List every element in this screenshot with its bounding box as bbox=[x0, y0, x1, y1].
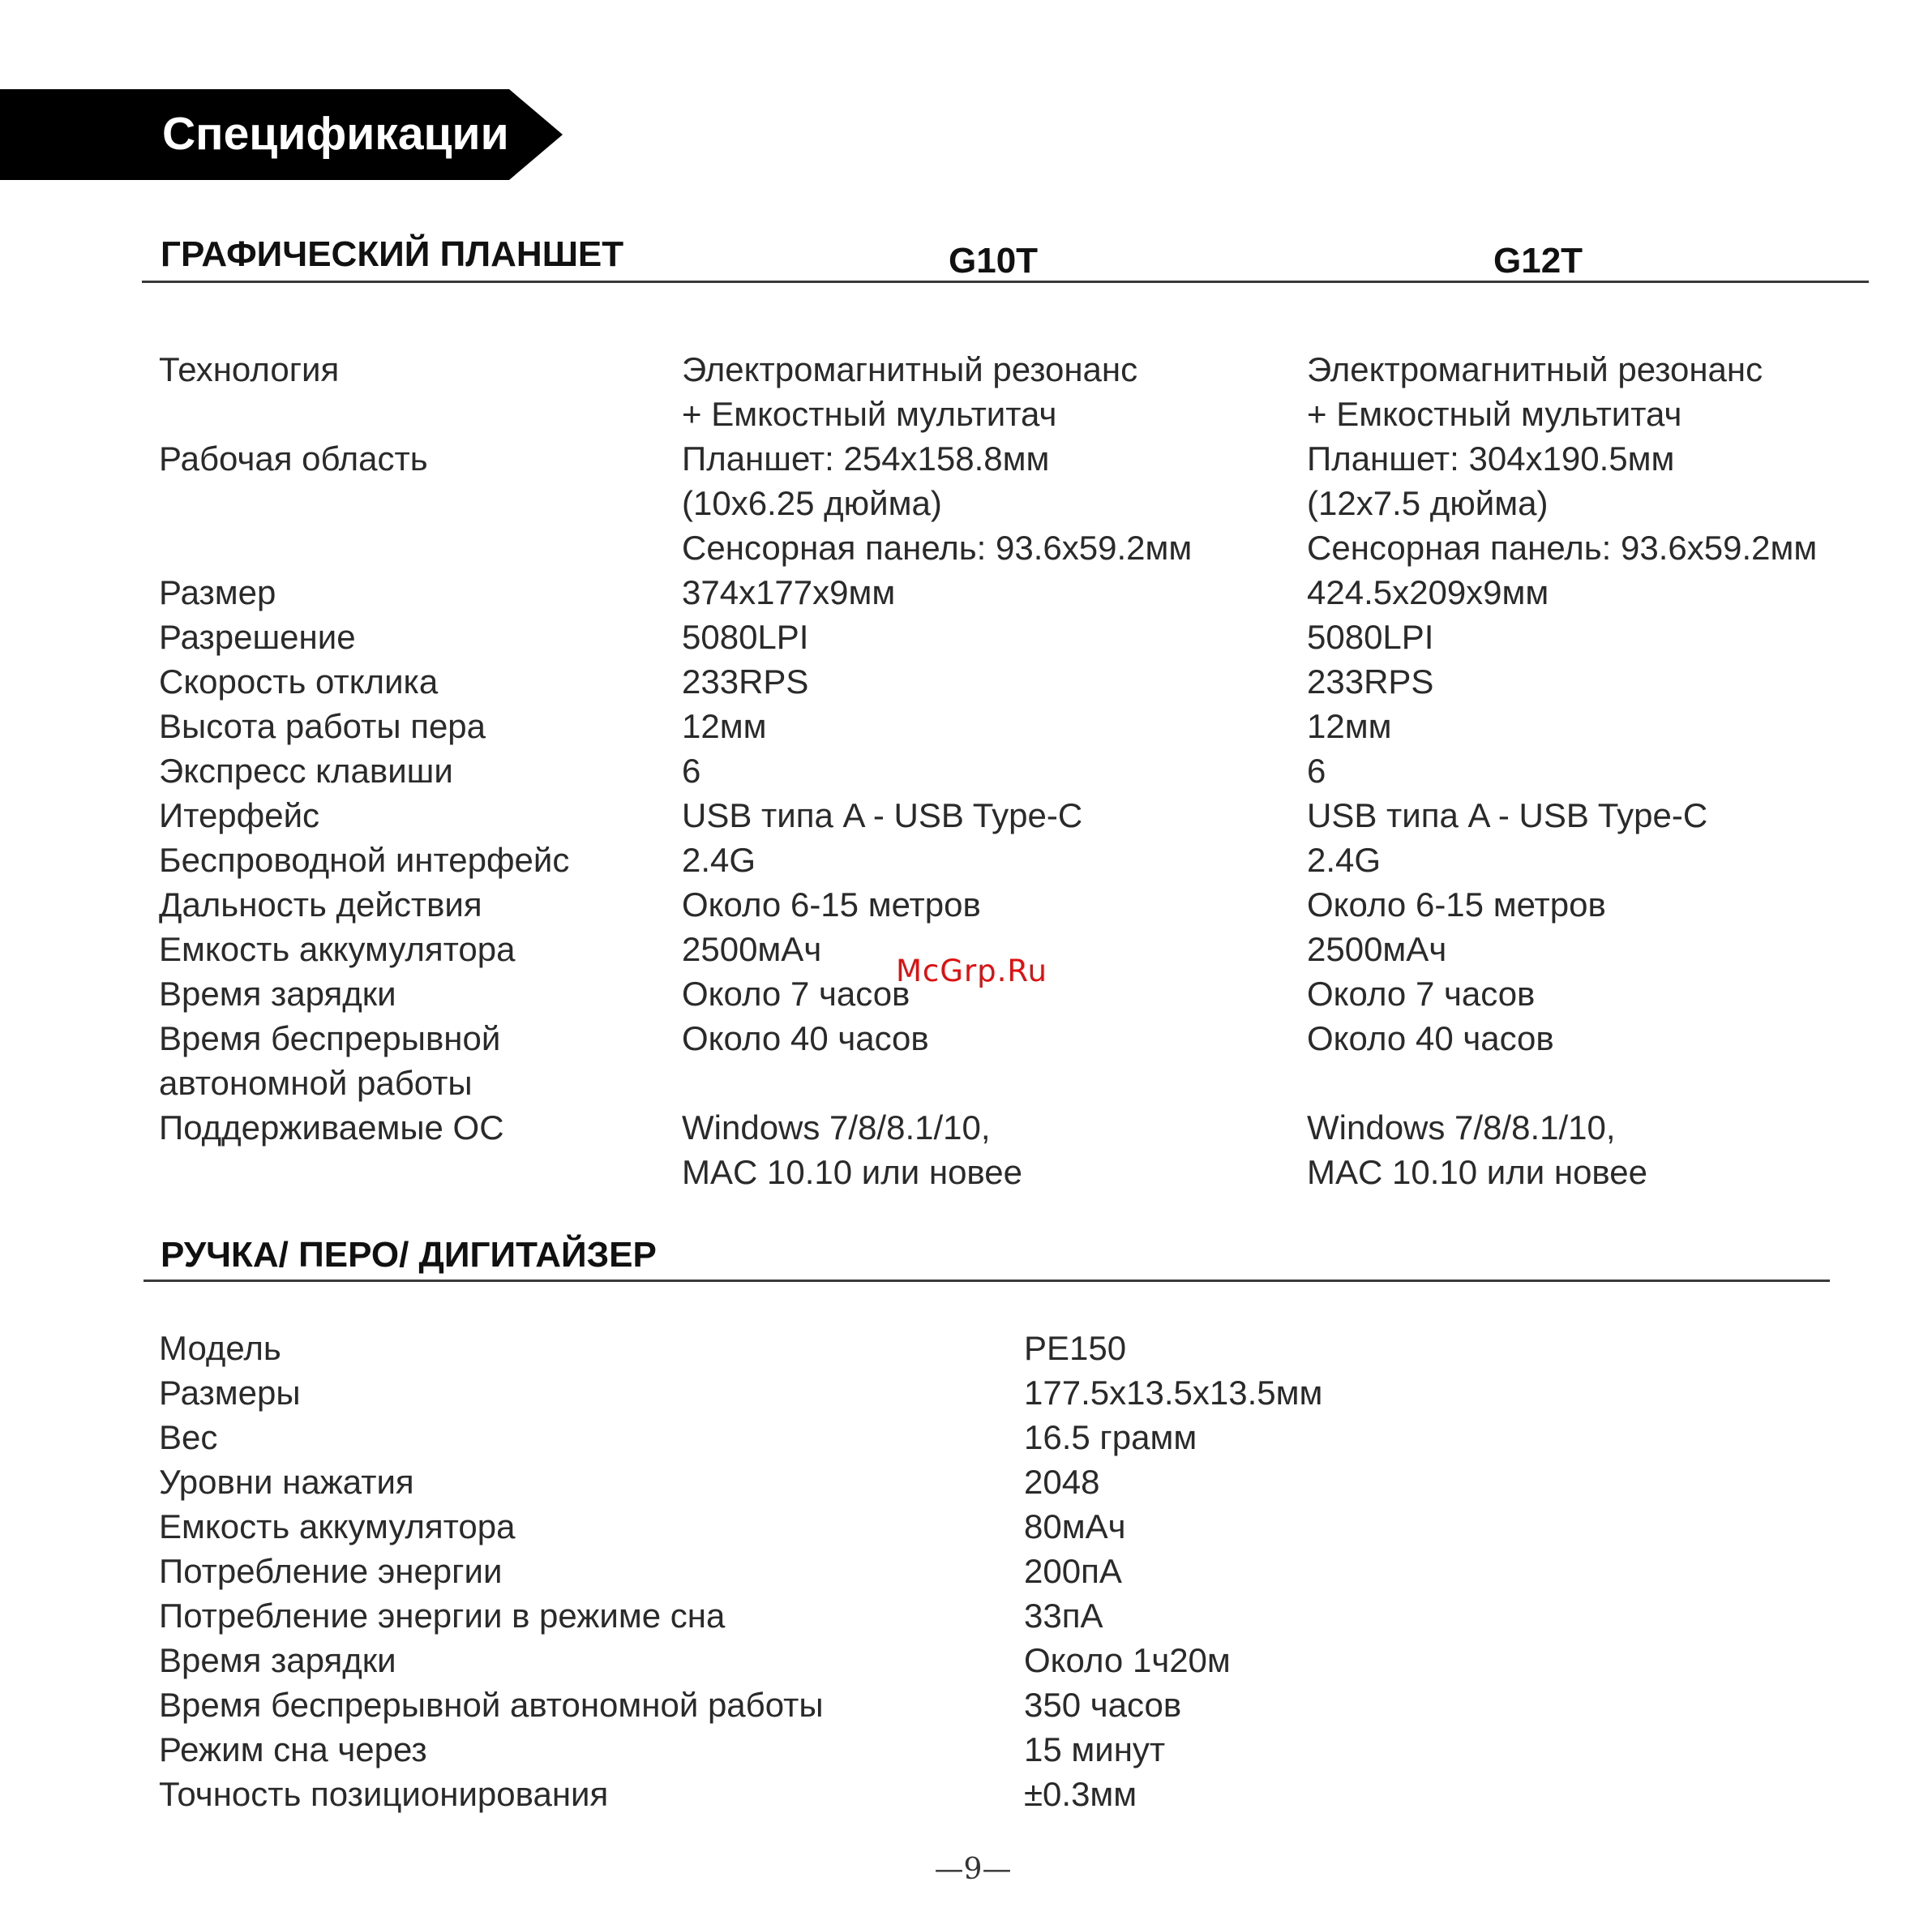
spec-label-line: Поддерживаемые ОС bbox=[159, 1108, 504, 1147]
spec-value-g10t bbox=[682, 793, 1082, 838]
spec-label bbox=[159, 838, 569, 882]
spec-value-g12t-line: 233RPS bbox=[1307, 662, 1434, 701]
pen-spec-label: Точность позиционирования bbox=[159, 1775, 609, 1813]
spec-value-g10t-line: MAC 10.10 или новее bbox=[682, 1153, 1022, 1191]
spec-value-g12t bbox=[1307, 347, 1763, 436]
spec-label-line: Технология bbox=[159, 350, 340, 388]
spec-value-g12t-line: Электромагнитный резонанс bbox=[1307, 350, 1763, 388]
spec-value-g12t bbox=[1307, 615, 1433, 659]
spec-label bbox=[159, 1016, 500, 1105]
spec-value-g12t-line: 5080LPI bbox=[1307, 618, 1434, 656]
spec-value-g12t-line: (12x7.5 дюйма) bbox=[1307, 484, 1549, 522]
page-title: Спецификации bbox=[162, 108, 509, 160]
spec-value-g10t-line: Около 40 часов bbox=[682, 1019, 929, 1057]
spec-value-g10t bbox=[682, 838, 756, 882]
pen-spec-label: Потребление энергии в режиме сна bbox=[159, 1597, 726, 1635]
spec-value-g12t bbox=[1307, 793, 1707, 838]
spec-value-g12t-line: 2.4G bbox=[1307, 841, 1382, 879]
spec-label bbox=[159, 347, 339, 392]
pen-spec-value: 16.5 грамм bbox=[1024, 1418, 1197, 1456]
spec-value-g10t-line: 2500мАч bbox=[682, 930, 822, 968]
spec-value-g10t bbox=[682, 570, 895, 615]
spec-label-line: Размер bbox=[159, 573, 276, 611]
pen-section-divider bbox=[144, 1280, 1830, 1282]
spec-label-line: Дальность действия bbox=[159, 885, 482, 924]
spec-label bbox=[159, 570, 276, 615]
pen-spec-label: Режим сна через bbox=[159, 1730, 427, 1768]
column-header-g12t: G12T bbox=[1493, 241, 1583, 281]
spec-label bbox=[159, 659, 438, 704]
watermark: McGrp.Ru bbox=[896, 954, 1047, 988]
spec-value-g10t-line: Около 6-15 метров bbox=[682, 885, 981, 924]
spec-value-g12t bbox=[1307, 748, 1326, 793]
pen-spec-label: Емкость аккумулятора bbox=[159, 1507, 516, 1545]
pen-spec-value: 177.5x13.5x13.5мм bbox=[1024, 1374, 1323, 1412]
spec-value-g12t-line: Сенсорная панель: 93.6x59.2мм bbox=[1307, 529, 1818, 567]
spec-value-g10t-line: 374x177x9мм bbox=[682, 573, 896, 611]
spec-value-g10t bbox=[682, 927, 821, 971]
spec-value-g12t-line: Windows 7/8/8.1/10, bbox=[1307, 1108, 1616, 1147]
spec-value-g10t bbox=[682, 1105, 1022, 1194]
spec-value-g10t-line: (10x6.25 дюйма) bbox=[682, 484, 942, 522]
spec-label bbox=[159, 748, 453, 793]
tablet-section-divider bbox=[142, 281, 1869, 283]
spec-label-line: Беспроводной интерфейс bbox=[159, 841, 570, 879]
spec-label-line: Скорость отклика bbox=[159, 662, 439, 701]
pen-spec-label: Время зарядки bbox=[159, 1641, 396, 1679]
spec-value-g10t bbox=[682, 1016, 929, 1061]
spec-value-g12t-line: Планшет: 304x190.5мм bbox=[1307, 439, 1675, 478]
header-banner bbox=[0, 89, 568, 180]
spec-value-g12t-line: Около 40 часов bbox=[1307, 1019, 1554, 1057]
spec-label bbox=[159, 704, 486, 748]
pen-spec-value: 33пА bbox=[1024, 1597, 1103, 1635]
spec-value-g10t-line: 12мм bbox=[682, 707, 767, 745]
pen-spec-value: ±0.3мм bbox=[1024, 1775, 1137, 1813]
spec-value-g10t-line: Планшет: 254x158.8мм bbox=[682, 439, 1050, 478]
spec-value-g12t bbox=[1307, 570, 1549, 615]
spec-value-g12t bbox=[1307, 1016, 1554, 1061]
spec-label-line: Время беспрерывной bbox=[159, 1019, 501, 1057]
spec-label bbox=[159, 927, 516, 971]
spec-value-g10t-line: 233RPS bbox=[682, 662, 809, 701]
spec-value-g10t-line: 6 bbox=[682, 752, 701, 790]
pen-spec-label: Модель bbox=[159, 1329, 281, 1367]
spec-value-g12t-line: Около 7 часов bbox=[1307, 975, 1536, 1013]
spec-value-g12t-line: 2500мАч bbox=[1307, 930, 1447, 968]
spec-label bbox=[159, 436, 428, 481]
spec-value-g10t-line: Около 7 часов bbox=[682, 975, 910, 1013]
spec-label-line: автономной работы bbox=[159, 1064, 473, 1102]
pen-spec-label: Потребление энергии bbox=[159, 1552, 503, 1590]
spec-value-g10t-line: 5080LPI bbox=[682, 618, 809, 656]
pen-spec-label: Уровни нажатия bbox=[159, 1463, 414, 1501]
spec-value-g12t bbox=[1307, 838, 1381, 882]
spec-value-g12t-line: USB типа A - USB Type-C bbox=[1307, 796, 1708, 834]
spec-label-line: Разрешение bbox=[159, 618, 356, 656]
spec-value-g10t-line: + Емкостный мультитач bbox=[682, 395, 1057, 433]
spec-value-g12t bbox=[1307, 704, 1391, 748]
spec-value-g10t bbox=[682, 436, 1192, 570]
spec-label-line: Экспресс клавиши bbox=[159, 752, 453, 790]
column-header-g10t: G10T bbox=[949, 241, 1039, 281]
spec-value-g10t bbox=[682, 882, 981, 927]
spec-value-g12t-line: 12мм bbox=[1307, 707, 1392, 745]
spec-value-g10t-line: Электромагнитный резонанс bbox=[682, 350, 1138, 388]
pen-spec-value: 2048 bbox=[1024, 1463, 1100, 1501]
pen-spec-label: Размеры bbox=[159, 1374, 301, 1412]
spec-value-g12t-line: 424.5x209x9мм bbox=[1307, 573, 1549, 611]
spec-value-g10t bbox=[682, 704, 766, 748]
pen-spec-value: 350 часов bbox=[1024, 1686, 1182, 1724]
spec-value-g10t-line: USB типа A - USB Type-C bbox=[682, 796, 1083, 834]
pen-spec-value: PE150 bbox=[1024, 1329, 1127, 1367]
spec-value-g12t bbox=[1307, 1105, 1647, 1194]
spec-label-line: Высота работы пера bbox=[159, 707, 486, 745]
spec-value-g10t bbox=[682, 347, 1137, 436]
spec-value-g10t bbox=[682, 971, 910, 1016]
pen-spec-value: Около 1ч20м bbox=[1024, 1641, 1231, 1679]
pen-spec-label: Вес bbox=[159, 1418, 218, 1456]
spec-value-g12t-line: MAC 10.10 или новее bbox=[1307, 1153, 1647, 1191]
pen-spec-value: 200пА bbox=[1024, 1552, 1122, 1590]
pen-spec-value: 80мАч bbox=[1024, 1507, 1126, 1545]
spec-value-g10t bbox=[682, 615, 808, 659]
spec-label bbox=[159, 615, 356, 659]
spec-label-line: Итерфейс bbox=[159, 796, 320, 834]
pen-spec-label: Время беспрерывной автономной работы bbox=[159, 1686, 824, 1724]
spec-label-line: Емкость аккумулятора bbox=[159, 930, 516, 968]
spec-value-g12t-line: Около 6-15 метров bbox=[1307, 885, 1606, 924]
spec-value-g12t bbox=[1307, 971, 1535, 1016]
spec-label bbox=[159, 882, 482, 927]
spec-label bbox=[159, 1105, 504, 1150]
page-number: —9— bbox=[934, 1853, 1012, 1886]
spec-label bbox=[159, 793, 319, 838]
spec-label bbox=[159, 971, 396, 1016]
spec-value-g12t-line: 6 bbox=[1307, 752, 1326, 790]
spec-label-line: Время зарядки bbox=[159, 975, 396, 1013]
spec-value-g12t bbox=[1307, 436, 1817, 570]
spec-value-g12t bbox=[1307, 927, 1446, 971]
pen-section-title: РУЧКА/ ПЕРО/ ДИГИТАЙЗЕР bbox=[161, 1235, 657, 1275]
spec-label-line: Рабочая область bbox=[159, 439, 428, 478]
spec-value-g10t-line: Windows 7/8/8.1/10, bbox=[682, 1108, 991, 1147]
spec-value-g10t-line: Сенсорная панель: 93.6x59.2мм bbox=[682, 529, 1193, 567]
tablet-section-title: ГРАФИЧЕСКИЙ ПЛАНШЕТ bbox=[161, 234, 624, 274]
spec-value-g10t-line: 2.4G bbox=[682, 841, 756, 879]
spec-value-g12t-line: + Емкостный мультитач bbox=[1307, 395, 1682, 433]
spec-value-g12t bbox=[1307, 882, 1606, 927]
pen-spec-value: 15 минут bbox=[1024, 1730, 1166, 1768]
spec-value-g12t bbox=[1307, 659, 1433, 704]
spec-value-g10t bbox=[682, 748, 700, 793]
spec-value-g10t bbox=[682, 659, 808, 704]
